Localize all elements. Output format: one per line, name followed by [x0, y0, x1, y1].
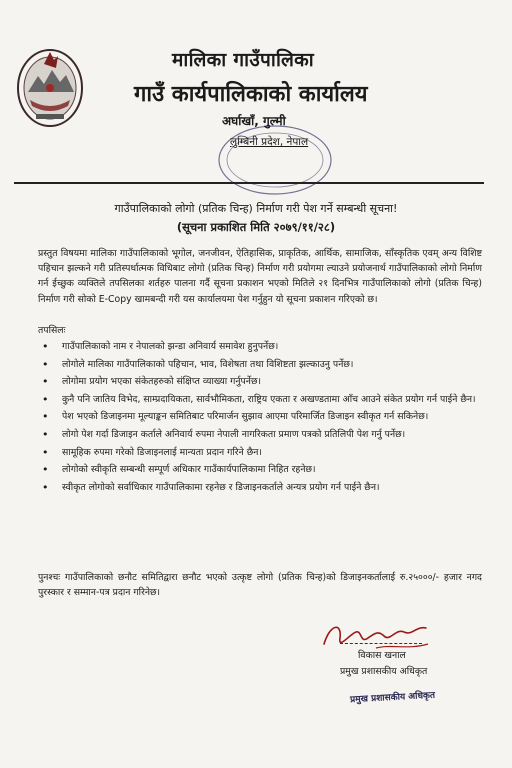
list-item: • गाउँपालिकाको नाम र नेपालको झन्डा अनिवार्य समावेश हुनुपर्नेछ। — [42, 340, 279, 353]
header-divider — [14, 182, 484, 184]
notice-subject: गाउँपालिकाको लोगो (प्रतिक चिन्ह) निर्माण गरी पेश गर्ने सम्बन्धी सूचना! — [114, 202, 398, 215]
conditions-list — [40, 340, 480, 498]
signer-name: विकास खनाल — [358, 650, 406, 661]
list-item: • लोगोको स्वीकृति सम्बन्धी सम्पूर्ण अधिकार गाउँकार्यपालिकामा निहित रहनेछ। — [42, 463, 316, 477]
municipality-name: मालिका गाउँपालिका — [172, 49, 314, 71]
bullet-icon: • — [42, 392, 49, 406]
list-item: • कुनै पनि जातिय विभेद, साम्प्रदायिकता, सार्वभौमिकता, राष्ट्रिय एकता र अखण्डतामा आँच आउने संकेत प्रयोग गर्न पाईने छैन। — [42, 392, 476, 406]
notice-publish-date: (सूचना प्रकाशित मिति २०७९/११/२८) — [176, 220, 336, 234]
list-item: • पेश भएको डिजाइनमा मूल्याङ्कन समितिबाट परिमार्जन सुझाव आएमा परिमार्जित डिजाइन स्वीकृत गर्न सकिनेछ। — [42, 410, 429, 424]
bullet-icon: • — [42, 375, 49, 389]
bullet-icon: • — [42, 463, 49, 477]
bullet-icon: • — [42, 480, 49, 494]
signature-line — [340, 643, 422, 644]
list-item: • लोगो पेश गर्दा डिजाइन कर्ताले अनिवार्य रुपमा नेपाली नागरिकता प्रमाण पत्रको प्रतिलिपी पेश गर्नु पर्नेछ। — [42, 427, 406, 441]
conditions-heading: तपसिलः — [38, 325, 66, 336]
bullet-icon: • — [42, 340, 49, 353]
office-address: अर्घाखाँ, गुल्मी — [222, 114, 286, 128]
bullet-icon: • — [42, 357, 49, 371]
bullet-icon: • — [42, 410, 49, 424]
list-item: • लोगोमा प्रयोग भएका संकेतहरुको संक्षिप्त व्याख्या गर्नुपर्नेछ। — [42, 375, 261, 389]
bullet-icon: • — [42, 427, 49, 441]
bullet-icon: • — [42, 445, 49, 459]
office-name: गाउँ कार्यपालिकाको कार्यालय — [134, 82, 368, 107]
designation-stamp: प्रमुख प्रशासकीय अधिकृत — [349, 690, 436, 706]
postscript-paragraph: पुनश्चः गाउँपालिकाको छनौट समितिद्वारा छनौट भएको उत्कृष्ट लोगो (प्रतिक चिन्ह)को डिजाइनकर्तालाई रु.२५०००/- हजार नगद पुरस्कार र सम्मान-पत्र प्रदान गरिनेछ। — [38, 572, 482, 599]
list-item: • लोगोले मालिका गाउँपालिकाको पहिचान, भाव, विशेषता तथा विशिष्टता झल्काउनु पर्नेछ। — [42, 357, 354, 371]
list-item: • स्वीकृत लोगोको सर्वाधिकार गाउँपालिकामा रहनेछ र डिजाइनकर्ताले अन्यत्र प्रयोग गर्न पाईने छैन। — [42, 480, 380, 494]
office-province: लुम्बिनी प्रदेश, नेपाल — [230, 136, 309, 148]
notice-body-paragraph: प्रस्तुत विषयमा मालिका गाउँपालिकाको भूगोल, जनजीवन, ऐतिहासिक, प्राकृतिक, आर्थिक, सामाजिक, साँस्कृतिक एवम् अन्य विशिष्ट पहिचान झल्कने गरी प्रतिस्पर्धात्मक विधिबाट लोगो (प्रतिक चिन्ह) निर्माण गरी प्रयोगमा ल्याउने प्रयोजनार्थ गाउँपालिकाको लोगो निर्माण गर्न ईच्छुक व्यक्तिले तपसिलका शर्तहरु पालना गर्दै सूचना प्रकाशन भएको मितिले २१ दिनभित्र गाउँपालिकाको लोगो (प्रतिक चिन्ह) निर्माण गरी सोको E-Copy खामबन्दी गरी यस कार्यालयमा पेश गर्नुहुन यो सूचना प्रकाशन गरिएको छ। — [38, 248, 482, 305]
signer-designation: प्रमुख प्रशासकीय अधिकृत — [340, 666, 428, 677]
nepal-emblem-icon — [14, 42, 86, 130]
list-item: • सामूहिक रुपमा गरेको डिजाइनलाई मान्यता प्रदान गरिने छैन। — [42, 445, 262, 459]
